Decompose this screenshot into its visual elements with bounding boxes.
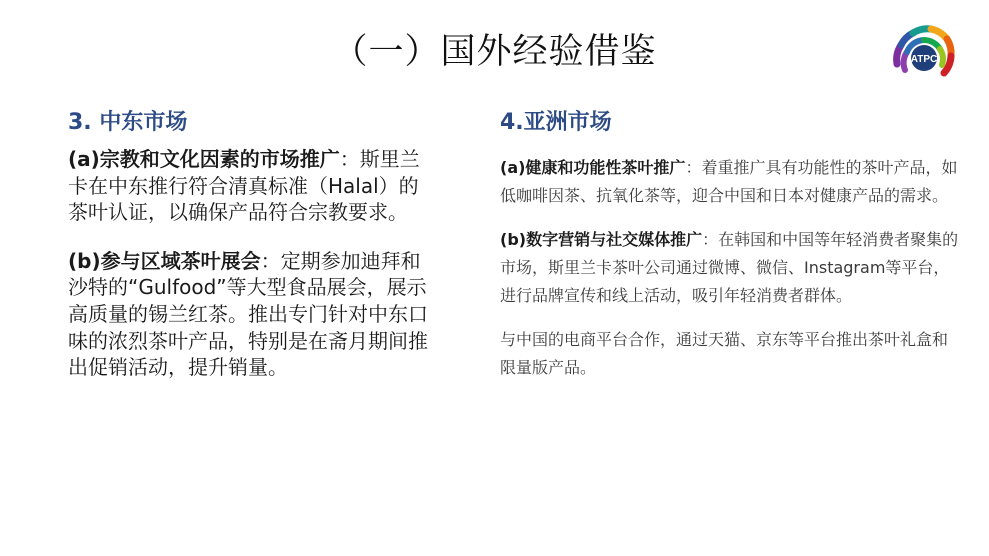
atpc-logo <box>887 18 961 92</box>
atpc-logo-graphic <box>887 18 961 92</box>
paragraph-asia-a <box>500 154 962 210</box>
paragraph-asia-b-text: ：在韩国和中国等年轻消费者聚集的市场，斯里兰卡茶叶公司通过微博、微信、Instagram等平台，进行品牌宣传和线上活动，吸引年轻消费者群体。 <box>500 230 959 305</box>
page-title: （一）国外经验借鉴 <box>332 32 657 72</box>
paragraph-asia-a-label: (a)健康和功能性茶叶推广 <box>500 158 686 177</box>
column-heading-asia: 4.亚洲市场 <box>500 110 612 135</box>
paragraph-me-b-text: ：定期参加迪拜和沙特的“Gulfood”等大型食品展会，展示高质量的锡兰红茶。推出专门针对中东口味的浓烈茶叶产品，特别是在斋月期间推出促销活动，提升销量。 <box>68 248 428 380</box>
paragraph-asia-c <box>500 326 962 382</box>
paragraph-me-a-text: ：斯里兰卡在中东推行符合清真标准（Halal）的茶叶认证，以确保产品符合宗教要求。 <box>68 147 420 225</box>
column-heading-middle-east: 3. 中东市场 <box>68 110 188 135</box>
column-asia <box>500 105 962 398</box>
column-middle-east <box>68 105 438 403</box>
paragraph-asia-c-text: 与中国的电商平台合作，通过天猫、京东等平台推出茶叶礼盒和限量版产品。 <box>500 330 949 377</box>
paragraph-me-b <box>68 248 438 381</box>
paragraph-me-a-label: (a)宗教和文化因素的市场推广 <box>68 147 340 171</box>
atpc-logo-text: ATPC <box>910 54 938 65</box>
paragraph-me-a <box>68 146 438 226</box>
paragraph-me-b-label: (b)参与区域茶叶展会 <box>68 248 261 273</box>
paragraph-asia-b-label: (b)数字营销与社交媒体推广 <box>500 230 703 249</box>
paragraph-asia-b <box>500 226 962 310</box>
paragraph-asia-a-text: ：着重推广具有功能性的茶叶产品，如低咖啡因茶、抗氧化茶等，迎合中国和日本对健康产品的需求。 <box>500 158 958 205</box>
